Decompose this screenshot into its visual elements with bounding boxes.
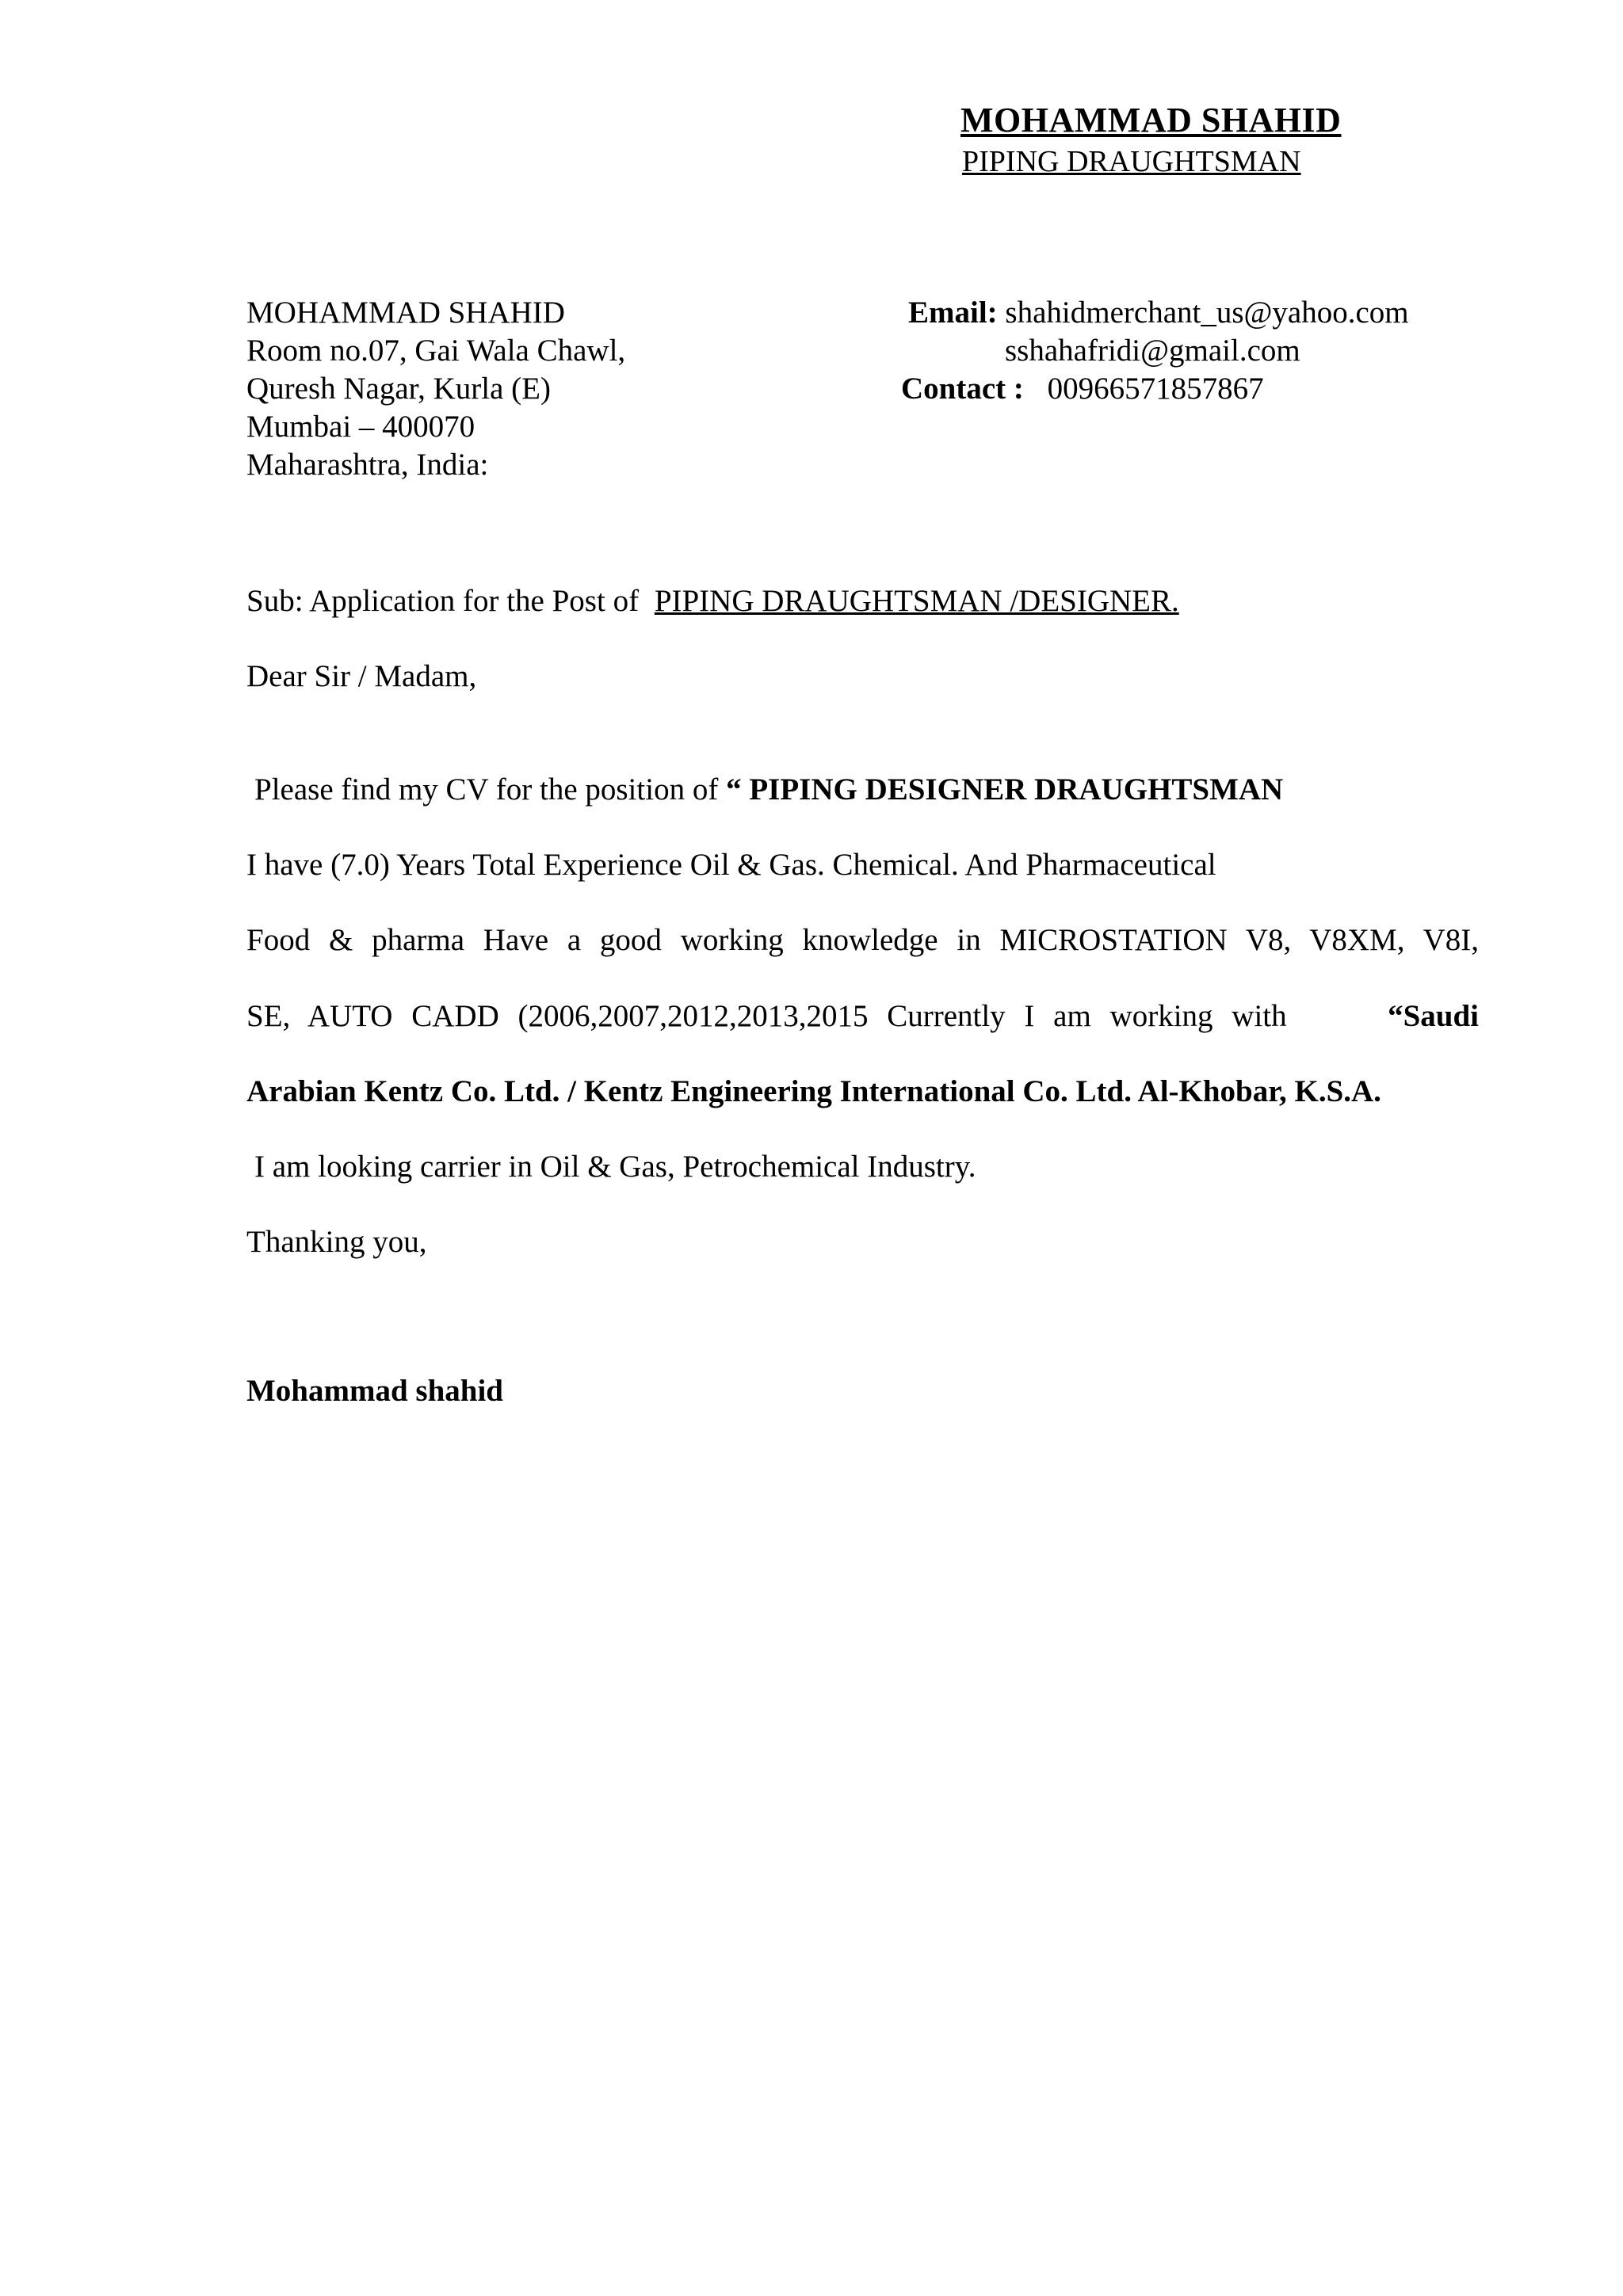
- subject-line: [246, 583, 1179, 619]
- subject-post: PIPING DRAUGHTSMAN /DESIGNER.: [654, 584, 1179, 618]
- contact-label: Contact :: [901, 372, 1024, 406]
- paragraph-line-5: Arabian Kentz Co. Ltd. / Kentz Engineering International Co. Ltd. Al-Khobar, K.S.A.: [246, 1074, 1381, 1108]
- email-label: Email:: [908, 296, 998, 330]
- para4-company-start: “Saudi: [1388, 999, 1479, 1033]
- paragraph-line-3: Food & pharma Have a good working knowledge in MICROSTATION V8, V8XM, V8I,: [246, 923, 1479, 957]
- email-row: [908, 295, 1409, 330]
- email-secondary: sshahafridi@gmail.com: [1005, 334, 1300, 368]
- salutation: Dear Sir / Madam,: [246, 659, 477, 693]
- para4-plain: SE, AUTO CADD (2006,2007,2012,2013,2015 Currently I am working with: [246, 999, 1287, 1033]
- address-line-1: Room no.07, Gai Wala Chawl,: [246, 334, 626, 368]
- paragraph-line-2: I have (7.0) Years Total Experience Oil & Gas. Chemical. And Pharmaceutical: [246, 848, 1216, 882]
- address-line-3: Mumbai – 400070: [246, 410, 475, 444]
- contact-phone: 00966571857867: [1047, 372, 1264, 406]
- closing: Thanking you,: [246, 1225, 427, 1259]
- address-name: MOHAMMAD SHAHID: [246, 296, 565, 330]
- address-line-2: Quresh Nagar, Kurla (E): [246, 372, 551, 406]
- para1-prefix: Please find my CV for the position of: [254, 772, 719, 807]
- header-role: PIPING DRAUGHTSMAN: [962, 145, 1301, 178]
- header-name: MOHAMMAD SHAHID: [960, 101, 1342, 139]
- address-line-4: Maharashtra, India:: [246, 448, 489, 482]
- paragraph-line-6: I am looking carrier in Oil & Gas, Petrochemical Industry.: [254, 1150, 976, 1184]
- subject-prefix: Sub: Application for the Post of: [246, 584, 640, 618]
- signature: Mohammad shahid: [246, 1374, 503, 1408]
- para1-position: “ PIPING DESIGNER DRAUGHTSMAN: [726, 772, 1284, 807]
- email-primary: shahidmerchant_us@yahoo.com: [1005, 296, 1409, 330]
- paragraph-line-4: [246, 998, 1479, 1034]
- contact-row: [901, 371, 1264, 406]
- paragraph-line-1: [254, 772, 1283, 807]
